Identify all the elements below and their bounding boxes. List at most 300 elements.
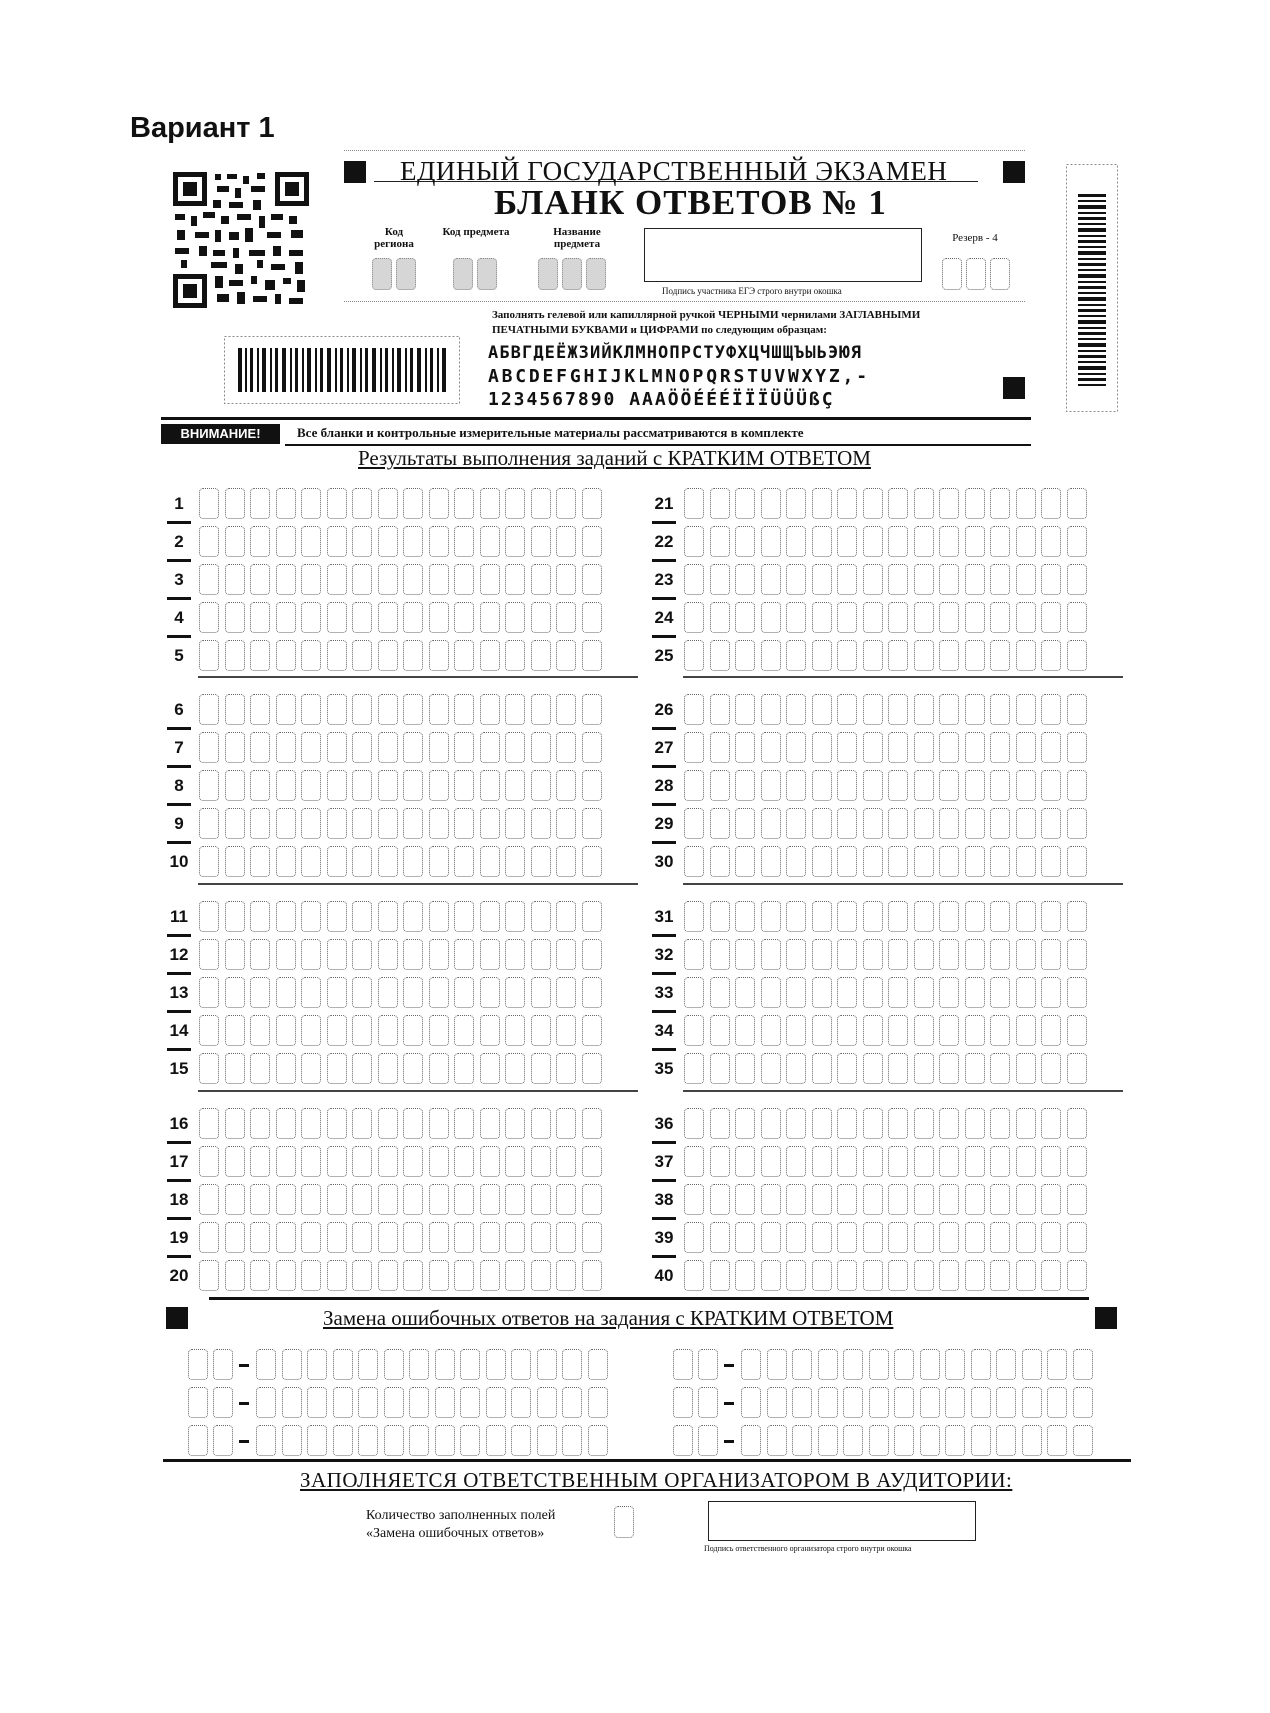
- answer-cell[interactable]: [761, 602, 781, 633]
- answer-cell[interactable]: [225, 1108, 245, 1139]
- answer-cell[interactable]: [352, 694, 372, 725]
- answer-cell[interactable]: [990, 1146, 1010, 1177]
- answer-cell[interactable]: [582, 1108, 602, 1139]
- answer-cell[interactable]: [199, 1184, 219, 1215]
- answer-cell[interactable]: [327, 977, 347, 1008]
- answer-cell[interactable]: [352, 488, 372, 519]
- subject-code-cell[interactable]: [477, 258, 497, 290]
- answer-cell[interactable]: [710, 694, 730, 725]
- answer-cell[interactable]: [480, 1015, 500, 1046]
- answer-cell[interactable]: [863, 846, 883, 877]
- answer-cell[interactable]: [199, 1108, 219, 1139]
- answer-cell[interactable]: [531, 808, 551, 839]
- answer-cell[interactable]: [429, 1222, 449, 1253]
- answer-cell[interactable]: [505, 1260, 525, 1291]
- replacement-task-number-cell[interactable]: [213, 1425, 233, 1456]
- answer-cell[interactable]: [1067, 939, 1087, 970]
- answer-cell[interactable]: [735, 526, 755, 557]
- answer-cell[interactable]: [454, 977, 474, 1008]
- answer-cell[interactable]: [837, 1184, 857, 1215]
- answer-cell[interactable]: [1016, 977, 1036, 1008]
- answer-cell[interactable]: [403, 901, 423, 932]
- answer-cell[interactable]: [990, 1222, 1010, 1253]
- answer-cell[interactable]: [1041, 1146, 1061, 1177]
- answer-cell[interactable]: [556, 1222, 576, 1253]
- answer-cell[interactable]: [352, 1222, 372, 1253]
- answer-cell[interactable]: [403, 488, 423, 519]
- answer-cell[interactable]: [914, 694, 934, 725]
- answer-cell[interactable]: [761, 526, 781, 557]
- answer-cell[interactable]: [480, 977, 500, 1008]
- answer-cell[interactable]: [531, 770, 551, 801]
- answer-cell[interactable]: [1067, 808, 1087, 839]
- answer-cell[interactable]: [582, 770, 602, 801]
- answer-cell[interactable]: [888, 602, 908, 633]
- answer-cell[interactable]: [939, 694, 959, 725]
- answer-cell[interactable]: [786, 846, 806, 877]
- replacement-answer-cell[interactable]: [1022, 1387, 1042, 1418]
- answer-cell[interactable]: [735, 640, 755, 671]
- answer-cell[interactable]: [710, 977, 730, 1008]
- answer-cell[interactable]: [429, 694, 449, 725]
- replacement-answer-cell[interactable]: [384, 1425, 404, 1456]
- answer-cell[interactable]: [914, 1222, 934, 1253]
- answer-cell[interactable]: [1041, 846, 1061, 877]
- answer-cell[interactable]: [199, 1146, 219, 1177]
- answer-cell[interactable]: [863, 640, 883, 671]
- answer-cell[interactable]: [276, 1015, 296, 1046]
- answer-cell[interactable]: [531, 1015, 551, 1046]
- replacement-answer-cell[interactable]: [869, 1425, 889, 1456]
- answer-cell[interactable]: [531, 564, 551, 595]
- answer-cell[interactable]: [914, 1146, 934, 1177]
- replacement-answer-cell[interactable]: [818, 1349, 838, 1380]
- answer-cell[interactable]: [735, 808, 755, 839]
- answer-cell[interactable]: [710, 732, 730, 763]
- answer-cell[interactable]: [939, 846, 959, 877]
- answer-cell[interactable]: [556, 526, 576, 557]
- answer-cell[interactable]: [531, 488, 551, 519]
- answer-cell[interactable]: [812, 1260, 832, 1291]
- answer-cell[interactable]: [990, 694, 1010, 725]
- answer-cell[interactable]: [735, 939, 755, 970]
- answer-cell[interactable]: [710, 1053, 730, 1084]
- answer-cell[interactable]: [837, 1108, 857, 1139]
- answer-cell[interactable]: [1016, 901, 1036, 932]
- answer-cell[interactable]: [250, 640, 270, 671]
- answer-cell[interactable]: [965, 732, 985, 763]
- answer-cell[interactable]: [301, 1260, 321, 1291]
- answer-cell[interactable]: [1067, 564, 1087, 595]
- answer-cell[interactable]: [863, 564, 883, 595]
- answer-cell[interactable]: [225, 1053, 245, 1084]
- answer-cell[interactable]: [1067, 846, 1087, 877]
- answer-cell[interactable]: [378, 1146, 398, 1177]
- answer-cell[interactable]: [301, 694, 321, 725]
- answer-cell[interactable]: [965, 939, 985, 970]
- answer-cell[interactable]: [556, 770, 576, 801]
- answer-cell[interactable]: [684, 602, 704, 633]
- answer-cell[interactable]: [301, 1184, 321, 1215]
- answer-cell[interactable]: [684, 901, 704, 932]
- answer-cell[interactable]: [888, 846, 908, 877]
- answer-cell[interactable]: [429, 846, 449, 877]
- answer-cell[interactable]: [352, 564, 372, 595]
- answer-cell[interactable]: [403, 1222, 423, 1253]
- answer-cell[interactable]: [1067, 1015, 1087, 1046]
- answer-cell[interactable]: [939, 901, 959, 932]
- answer-cell[interactable]: [556, 602, 576, 633]
- answer-cell[interactable]: [225, 901, 245, 932]
- answer-cell[interactable]: [582, 846, 602, 877]
- answer-cell[interactable]: [327, 1108, 347, 1139]
- answer-cell[interactable]: [582, 939, 602, 970]
- answer-cell[interactable]: [812, 1108, 832, 1139]
- answer-cell[interactable]: [735, 1222, 755, 1253]
- answer-cell[interactable]: [735, 694, 755, 725]
- answer-cell[interactable]: [761, 564, 781, 595]
- replacement-task-number-cell[interactable]: [698, 1425, 718, 1456]
- answer-cell[interactable]: [225, 640, 245, 671]
- answer-cell[interactable]: [1016, 846, 1036, 877]
- answer-cell[interactable]: [863, 602, 883, 633]
- answer-cell[interactable]: [812, 732, 832, 763]
- answer-cell[interactable]: [761, 732, 781, 763]
- answer-cell[interactable]: [276, 1146, 296, 1177]
- answer-cell[interactable]: [327, 564, 347, 595]
- answer-cell[interactable]: [914, 1015, 934, 1046]
- answer-cell[interactable]: [556, 1260, 576, 1291]
- answer-cell[interactable]: [505, 846, 525, 877]
- answer-cell[interactable]: [505, 1184, 525, 1215]
- answer-cell[interactable]: [199, 1260, 219, 1291]
- answer-cell[interactable]: [582, 808, 602, 839]
- answer-cell[interactable]: [301, 732, 321, 763]
- replacement-task-number-cell[interactable]: [188, 1349, 208, 1380]
- answer-cell[interactable]: [965, 1053, 985, 1084]
- answer-cell[interactable]: [1041, 939, 1061, 970]
- answer-cell[interactable]: [505, 694, 525, 725]
- answer-cell[interactable]: [250, 939, 270, 970]
- answer-cell[interactable]: [352, 602, 372, 633]
- replacement-answer-cell[interactable]: [792, 1387, 812, 1418]
- answer-cell[interactable]: [225, 1015, 245, 1046]
- answer-cell[interactable]: [250, 901, 270, 932]
- answer-cell[interactable]: [556, 1015, 576, 1046]
- answer-cell[interactable]: [199, 602, 219, 633]
- replacement-task-number-cell[interactable]: [673, 1387, 693, 1418]
- answer-cell[interactable]: [786, 1053, 806, 1084]
- answer-cell[interactable]: [1041, 1015, 1061, 1046]
- answer-cell[interactable]: [505, 770, 525, 801]
- answer-cell[interactable]: [1067, 1108, 1087, 1139]
- answer-cell[interactable]: [965, 977, 985, 1008]
- replacement-task-number-cell[interactable]: [213, 1387, 233, 1418]
- answer-cell[interactable]: [378, 846, 398, 877]
- answer-cell[interactable]: [863, 808, 883, 839]
- answer-cell[interactable]: [1041, 770, 1061, 801]
- answer-cell[interactable]: [403, 1015, 423, 1046]
- answer-cell[interactable]: [378, 488, 398, 519]
- subject-name-cell[interactable]: [586, 258, 606, 290]
- answer-cell[interactable]: [250, 770, 270, 801]
- answer-cell[interactable]: [710, 846, 730, 877]
- answer-cell[interactable]: [939, 732, 959, 763]
- answer-cell[interactable]: [454, 770, 474, 801]
- answer-cell[interactable]: [990, 602, 1010, 633]
- answer-cell[interactable]: [812, 602, 832, 633]
- answer-cell[interactable]: [888, 1260, 908, 1291]
- answer-cell[interactable]: [761, 1184, 781, 1215]
- answer-cell[interactable]: [582, 602, 602, 633]
- answer-cell[interactable]: [454, 640, 474, 671]
- answer-cell[interactable]: [199, 488, 219, 519]
- answer-cell[interactable]: [531, 732, 551, 763]
- answer-cell[interactable]: [1041, 1222, 1061, 1253]
- answer-cell[interactable]: [225, 808, 245, 839]
- answer-cell[interactable]: [225, 564, 245, 595]
- answer-cell[interactable]: [480, 1146, 500, 1177]
- answer-cell[interactable]: [250, 1184, 270, 1215]
- answer-cell[interactable]: [990, 1015, 1010, 1046]
- answer-cell[interactable]: [556, 732, 576, 763]
- answer-cell[interactable]: [225, 694, 245, 725]
- answer-cell[interactable]: [863, 1108, 883, 1139]
- answer-cell[interactable]: [480, 770, 500, 801]
- answer-cell[interactable]: [1067, 602, 1087, 633]
- answer-cell[interactable]: [199, 1222, 219, 1253]
- answer-cell[interactable]: [837, 808, 857, 839]
- answer-cell[interactable]: [684, 939, 704, 970]
- answer-cell[interactable]: [1016, 1108, 1036, 1139]
- answer-cell[interactable]: [837, 526, 857, 557]
- answer-cell[interactable]: [1016, 939, 1036, 970]
- answer-cell[interactable]: [1041, 901, 1061, 932]
- answer-cell[interactable]: [352, 1260, 372, 1291]
- answer-cell[interactable]: [761, 1146, 781, 1177]
- answer-cell[interactable]: [1016, 640, 1036, 671]
- answer-cell[interactable]: [531, 977, 551, 1008]
- subject-code-cell[interactable]: [453, 258, 473, 290]
- answer-cell[interactable]: [888, 564, 908, 595]
- answer-cell[interactable]: [914, 808, 934, 839]
- answer-cell[interactable]: [480, 1260, 500, 1291]
- answer-cell[interactable]: [837, 939, 857, 970]
- replacement-answer-cell[interactable]: [358, 1349, 378, 1380]
- answer-cell[interactable]: [429, 1260, 449, 1291]
- answer-cell[interactable]: [1041, 808, 1061, 839]
- replacement-answer-cell[interactable]: [843, 1425, 863, 1456]
- answer-cell[interactable]: [199, 770, 219, 801]
- replacement-answer-cell[interactable]: [256, 1387, 276, 1418]
- replacement-task-number-cell[interactable]: [673, 1425, 693, 1456]
- replacement-answer-cell[interactable]: [894, 1425, 914, 1456]
- answer-cell[interactable]: [888, 694, 908, 725]
- answer-cell[interactable]: [480, 526, 500, 557]
- answer-cell[interactable]: [965, 602, 985, 633]
- answer-cell[interactable]: [735, 488, 755, 519]
- answer-cell[interactable]: [505, 939, 525, 970]
- answer-cell[interactable]: [761, 640, 781, 671]
- answer-cell[interactable]: [556, 640, 576, 671]
- answer-cell[interactable]: [761, 1260, 781, 1291]
- answer-cell[interactable]: [863, 1222, 883, 1253]
- answer-cell[interactable]: [352, 732, 372, 763]
- replacement-answer-cell[interactable]: [843, 1349, 863, 1380]
- answer-cell[interactable]: [990, 1108, 1010, 1139]
- answer-cell[interactable]: [454, 732, 474, 763]
- answer-cell[interactable]: [301, 846, 321, 877]
- answer-cell[interactable]: [327, 770, 347, 801]
- region-code-cell[interactable]: [396, 258, 416, 290]
- answer-cell[interactable]: [837, 694, 857, 725]
- answer-cell[interactable]: [276, 640, 296, 671]
- replacement-answer-cell[interactable]: [945, 1349, 965, 1380]
- replacement-answer-cell[interactable]: [486, 1387, 506, 1418]
- replacement-answer-cell[interactable]: [945, 1425, 965, 1456]
- answer-cell[interactable]: [429, 901, 449, 932]
- replacement-answer-cell[interactable]: [384, 1349, 404, 1380]
- answer-cell[interactable]: [403, 1260, 423, 1291]
- answer-cell[interactable]: [276, 732, 296, 763]
- answer-cell[interactable]: [378, 602, 398, 633]
- answer-cell[interactable]: [939, 526, 959, 557]
- answer-cell[interactable]: [250, 488, 270, 519]
- replacement-task-number-cell[interactable]: [188, 1425, 208, 1456]
- answer-cell[interactable]: [863, 1015, 883, 1046]
- answer-cell[interactable]: [1016, 526, 1036, 557]
- answer-cell[interactable]: [888, 488, 908, 519]
- replacement-answer-cell[interactable]: [409, 1387, 429, 1418]
- answer-cell[interactable]: [735, 1108, 755, 1139]
- answer-cell[interactable]: [454, 1146, 474, 1177]
- answer-cell[interactable]: [556, 939, 576, 970]
- answer-cell[interactable]: [454, 564, 474, 595]
- replacement-answer-cell[interactable]: [741, 1425, 761, 1456]
- answer-cell[interactable]: [710, 1146, 730, 1177]
- replacement-answer-cell[interactable]: [1022, 1349, 1042, 1380]
- answer-cell[interactable]: [837, 1222, 857, 1253]
- answer-cell[interactable]: [582, 1146, 602, 1177]
- answer-cell[interactable]: [1067, 694, 1087, 725]
- answer-cell[interactable]: [301, 564, 321, 595]
- answer-cell[interactable]: [812, 1015, 832, 1046]
- answer-cell[interactable]: [990, 640, 1010, 671]
- answer-cell[interactable]: [863, 1260, 883, 1291]
- answer-cell[interactable]: [786, 808, 806, 839]
- replacement-answer-cell[interactable]: [792, 1349, 812, 1380]
- answer-cell[interactable]: [429, 939, 449, 970]
- answer-cell[interactable]: [250, 526, 270, 557]
- answer-cell[interactable]: [301, 808, 321, 839]
- answer-cell[interactable]: [1016, 808, 1036, 839]
- answer-cell[interactable]: [276, 1260, 296, 1291]
- replacement-answer-cell[interactable]: [843, 1387, 863, 1418]
- answer-cell[interactable]: [812, 770, 832, 801]
- answer-cell[interactable]: [863, 694, 883, 725]
- answer-cell[interactable]: [735, 1015, 755, 1046]
- replacement-answer-cell[interactable]: [358, 1425, 378, 1456]
- answer-cell[interactable]: [786, 901, 806, 932]
- answer-cell[interactable]: [939, 1184, 959, 1215]
- answer-cell[interactable]: [250, 694, 270, 725]
- replacement-answer-cell[interactable]: [588, 1349, 608, 1380]
- answer-cell[interactable]: [965, 488, 985, 519]
- replacement-count-cell[interactable]: [614, 1506, 634, 1538]
- answer-cell[interactable]: [429, 770, 449, 801]
- answer-cell[interactable]: [352, 1015, 372, 1046]
- answer-cell[interactable]: [786, 602, 806, 633]
- replacement-answer-cell[interactable]: [920, 1425, 940, 1456]
- answer-cell[interactable]: [1016, 1184, 1036, 1215]
- answer-cell[interactable]: [225, 732, 245, 763]
- answer-cell[interactable]: [965, 1260, 985, 1291]
- answer-cell[interactable]: [454, 1108, 474, 1139]
- replacement-answer-cell[interactable]: [562, 1425, 582, 1456]
- answer-cell[interactable]: [1016, 564, 1036, 595]
- answer-cell[interactable]: [812, 1146, 832, 1177]
- replacement-answer-cell[interactable]: [282, 1425, 302, 1456]
- answer-cell[interactable]: [301, 977, 321, 1008]
- answer-cell[interactable]: [327, 846, 347, 877]
- answer-cell[interactable]: [1041, 488, 1061, 519]
- answer-cell[interactable]: [480, 488, 500, 519]
- answer-cell[interactable]: [480, 846, 500, 877]
- answer-cell[interactable]: [684, 640, 704, 671]
- answer-cell[interactable]: [786, 1146, 806, 1177]
- answer-cell[interactable]: [710, 640, 730, 671]
- answer-cell[interactable]: [505, 977, 525, 1008]
- organizer-signature-box[interactable]: [708, 1501, 976, 1541]
- answer-cell[interactable]: [812, 939, 832, 970]
- answer-cell[interactable]: [1016, 1053, 1036, 1084]
- answer-cell[interactable]: [888, 1108, 908, 1139]
- answer-cell[interactable]: [837, 1260, 857, 1291]
- subject-name-cell[interactable]: [562, 258, 582, 290]
- answer-cell[interactable]: [837, 977, 857, 1008]
- answer-cell[interactable]: [531, 602, 551, 633]
- replacement-answer-cell[interactable]: [945, 1387, 965, 1418]
- answer-cell[interactable]: [812, 977, 832, 1008]
- answer-cell[interactable]: [480, 1108, 500, 1139]
- answer-cell[interactable]: [735, 732, 755, 763]
- answer-cell[interactable]: [352, 770, 372, 801]
- replacement-answer-cell[interactable]: [511, 1349, 531, 1380]
- replacement-task-number-cell[interactable]: [698, 1387, 718, 1418]
- answer-cell[interactable]: [965, 694, 985, 725]
- answer-cell[interactable]: [965, 526, 985, 557]
- answer-cell[interactable]: [199, 977, 219, 1008]
- answer-cell[interactable]: [735, 1260, 755, 1291]
- answer-cell[interactable]: [276, 808, 296, 839]
- answer-cell[interactable]: [582, 694, 602, 725]
- answer-cell[interactable]: [965, 770, 985, 801]
- answer-cell[interactable]: [990, 488, 1010, 519]
- answer-cell[interactable]: [327, 526, 347, 557]
- answer-cell[interactable]: [1016, 488, 1036, 519]
- answer-cell[interactable]: [556, 694, 576, 725]
- answer-cell[interactable]: [276, 602, 296, 633]
- answer-cell[interactable]: [480, 564, 500, 595]
- answer-cell[interactable]: [1041, 732, 1061, 763]
- answer-cell[interactable]: [429, 526, 449, 557]
- answer-cell[interactable]: [1041, 1053, 1061, 1084]
- answer-cell[interactable]: [352, 846, 372, 877]
- replacement-answer-cell[interactable]: [435, 1387, 455, 1418]
- answer-cell[interactable]: [556, 901, 576, 932]
- answer-cell[interactable]: [199, 564, 219, 595]
- answer-cell[interactable]: [965, 640, 985, 671]
